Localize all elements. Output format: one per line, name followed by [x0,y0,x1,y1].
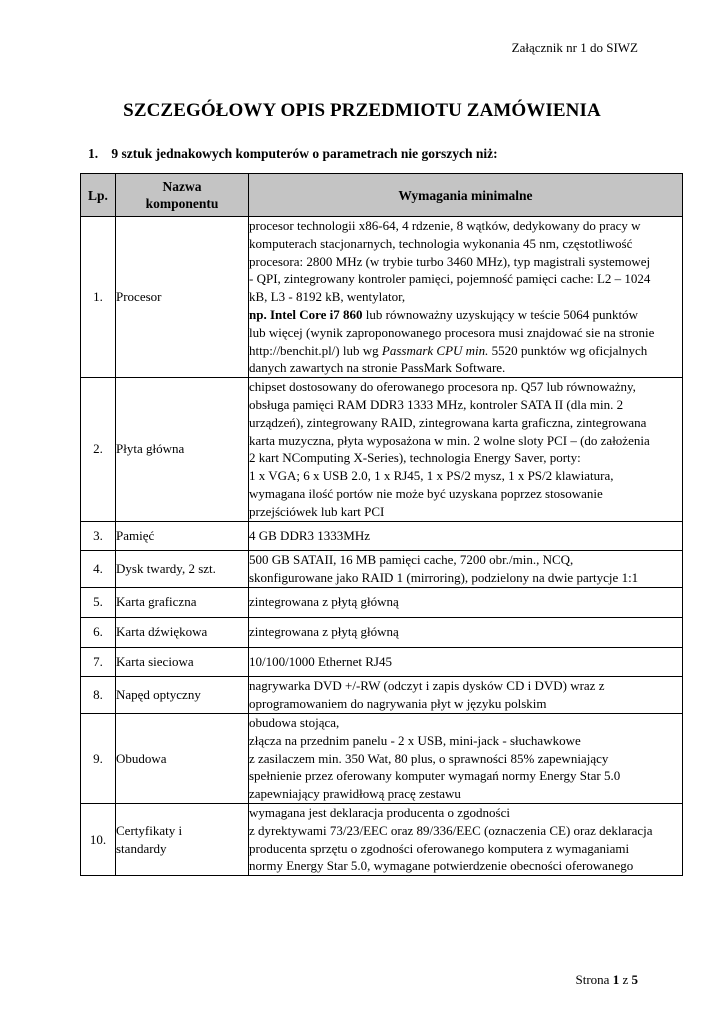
row-requirements [249,521,683,551]
table-row [81,551,683,588]
current-page: 1 [612,972,620,987]
req-line: kB, L3 - 8192 kB, wentylator, [249,289,406,305]
req-line: skonfigurowane jako RAID 1 (mirroring), podzielony na dwie partycje 1:1 [249,570,639,586]
row-name-line: standardy [116,840,167,856]
row-name: Obudowa [116,713,249,803]
row-lp: 7. [81,647,116,677]
req-line: - QPI, zintegrowany kontroler pamięci, pojemność pamięci cache: L2 – 1024 [249,271,651,287]
req-line: zintegrowana z płytą główną [249,593,399,609]
document-title: SZCZEGÓŁOWY OPIS PRZEDMIOTU ZAMÓWIENIA [123,100,601,121]
table-row [81,521,683,551]
section-number: 1. [88,146,99,161]
req-line: producenta sprzętu o zgodności oferowanego komputera z wymaganiami [249,840,630,856]
req-line: oprogramowaniem do nagrywania płyt w języku polskim [249,696,547,712]
header-lp: Lp. [81,174,116,217]
spec-table [80,173,683,876]
req-line: wymagana ilość portów nie może być uzyskana poprzez stosowanie [249,485,603,501]
req-text: lub równoważny uzyskujący w teście 5064 punktów [362,306,638,322]
row-lp: 4. [81,551,116,588]
header-requirements: Wymagania minimalne [249,174,683,217]
req-line: z zasilaczem min. 350 Wat, 80 plus, o sprawności 85% zapewniający [249,750,609,766]
req-line: zintegrowana z płytą główną [249,623,399,639]
req-text: 5520 punktów wg oficjalnych [488,342,648,358]
req-line: spełnienie przez oferowany komputer wymagań normy Energy Star 5.0 [249,768,621,784]
table-row [81,378,683,521]
row-lp: 3. [81,521,116,551]
row-requirements [249,617,683,647]
row-name: Pamięć [116,521,249,551]
req-line: zapewniający prawidłową pracę zestawu [249,786,461,802]
req-line: procesor technologii x86-64, 4 rdzenie, 8 wątków, dedykowany do pracy w [249,218,641,233]
row-name: Karta dźwiękowa [116,617,249,647]
req-line: komputerach stacjonarnych, technologia wykonania 45 nm, częstotliwość [249,235,633,251]
example-cpu: np. Intel Core i7 860 [249,306,363,322]
passmark-label: Passmark CPU min. [381,342,489,358]
req-line [249,342,682,360]
req-line: 2 kart NComputing X-Series), technologia Energy Saver, porty: [249,450,581,466]
req-line: karta muzyczna, płyta wyposażona w min. 2 wolne sloty PCI – (do założenia [249,432,650,448]
section-text: 9 sztuk jednakowych komputerów o parametrach nie gorszych niż: [111,146,498,161]
total-pages: 5 [631,972,638,987]
row-lp: 5. [81,587,116,617]
section-heading [88,146,498,162]
row-lp: 9. [81,713,116,803]
req-line: 500 GB SATAII, 16 MB pamięci cache, 7200 obr./min., NCQ, [249,552,574,568]
row-requirements [249,217,683,378]
table-header-row [81,174,683,217]
row-name: Karta sieciowa [116,647,249,677]
req-line: 1 x VGA; 6 x USB 2.0, 1 x RJ45, 1 x PS/2 mysz, 1 x PS/2 klawiatura, [249,468,614,484]
row-name [116,803,249,875]
req-line: z dyrektywami 73/23/EEC oraz 89/336/EEC (oznaczenia CE) oraz deklaracja [249,822,653,838]
row-requirements [249,647,683,677]
row-requirements [249,803,683,875]
req-line: obsługa pamięci RAM DDR3 1333 MHz, kontroler SATA II (dla min. 2 [249,396,624,412]
page-footer [576,972,638,988]
row-name: Karta graficzna [116,587,249,617]
req-line: nagrywarka DVD +/-RW (odczyt i zapis dysków CD i DVD) wraz z [249,678,605,694]
row-lp: 10. [81,803,116,875]
row-name-line: Certyfikaty i [116,822,183,838]
row-requirements [249,551,683,588]
row-requirements [249,713,683,803]
table-row [81,617,683,647]
row-lp: 1. [81,217,116,378]
table-row [81,647,683,677]
footer-of: z [622,972,629,987]
table-row [81,217,683,378]
req-line: lub więcej (wynik zaproponowanego procesora musi znajdować sie na stronie [249,324,655,340]
row-requirements [249,677,683,714]
footer-label: Strona [575,972,610,987]
annex-label: Załącznik nr 1 do SIWZ [511,40,638,55]
req-line: złącza na przednim panelu - 2 x USB, mini-jack - słuchawkowe [249,732,581,748]
header-name: Nazwa komponentu [116,174,249,217]
req-line: urządzeń), zintegrowany RAID, zintegrowana karta graficzna, zintegrowana [249,414,647,430]
row-lp: 2. [81,378,116,521]
row-lp: 6. [81,617,116,647]
row-name: Dysk twardy, 2 szt. [116,551,249,588]
table-row [81,803,683,875]
req-line: normy Energy Star 5.0, wymagane potwierdzenie obecności oferowanego [249,858,634,874]
req-line: wymagana jest deklaracja producenta o zgodności [249,804,510,820]
req-line: przejściówek lub kart PCI [249,503,385,519]
row-lp: 8. [81,677,116,714]
row-requirements [249,587,683,617]
req-line [249,306,682,324]
req-line: 4 GB DDR3 1333MHz [249,527,370,543]
row-name: Płyta główna [116,378,249,521]
req-line: 10/100/1000 Ethernet RJ45 [249,653,392,669]
req-line: procesora: 2800 MHz (w trybie turbo 3460 MHz), typ magistrali systemowej [249,253,651,269]
row-name: Napęd optyczny [116,677,249,714]
table-row [81,587,683,617]
row-name: Procesor [116,217,249,378]
table-row [81,677,683,714]
req-line: chipset dostosowany do oferowanego procesora np. Q57 lub równoważny, [249,379,636,395]
row-requirements [249,378,683,521]
table-row [81,713,683,803]
benchit-url: http://benchit.pl/) lub wg [249,342,382,358]
req-line: obudowa stojąca, [249,714,340,730]
req-line: danych zawartych na stronie PassMark Software. [249,360,506,376]
